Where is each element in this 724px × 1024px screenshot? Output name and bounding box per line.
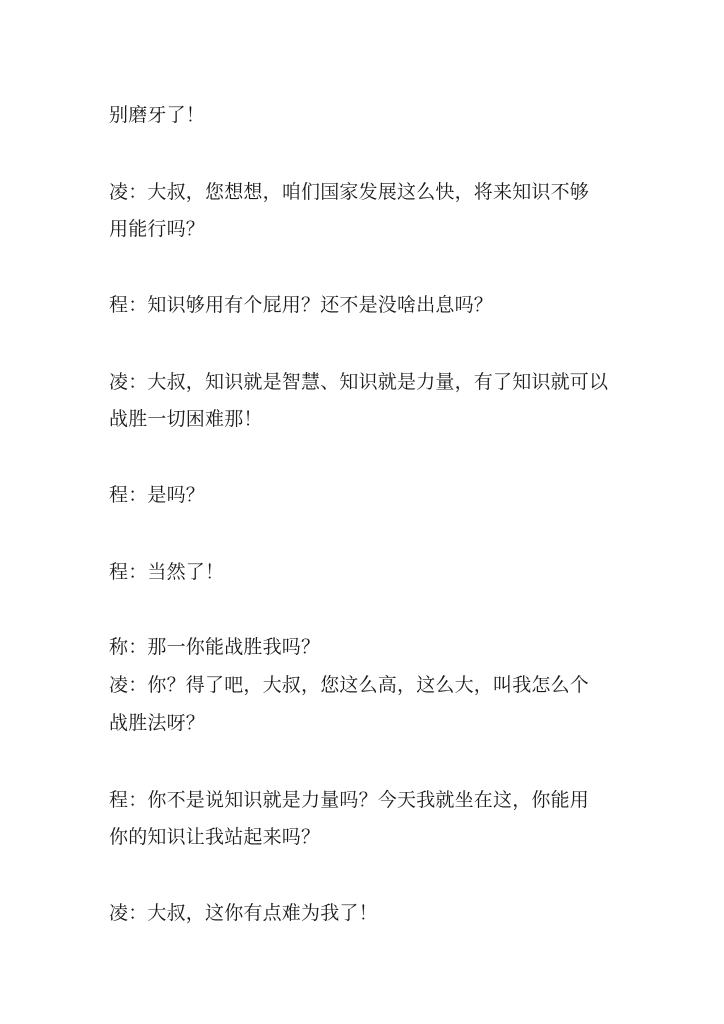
text-line: 用能行吗？ <box>109 218 206 240</box>
text-line: 程：是吗？ <box>109 484 206 506</box>
text-line: 程：当然了！ <box>109 561 225 583</box>
text-line: 你的知识让我站起来吗？ <box>109 826 321 848</box>
text-line: 别磨牙了！ <box>109 104 206 126</box>
text-line: 战胜法呀？ <box>109 712 206 734</box>
text-line: 凌：大叔，知识就是智慧、知识就是力量，有了知识就可以 <box>109 371 609 393</box>
text-line: 凌：大叔，您想想，咱们国家发展这么快，将来知识不够 <box>109 181 590 203</box>
text-line: 凌：大叔，这你有点难为我了！ <box>109 902 378 924</box>
text-line: 凌：你？得了吧，大叔，您这么高，这么大，叫我怎么个 <box>109 674 590 696</box>
text-line: 战胜一切困难那！ <box>109 408 263 430</box>
text-line: 程：知识够用有个屁用？还不是没啥出息吗？ <box>109 294 494 316</box>
text-line: 称：那一你能战胜我吗？ <box>109 636 321 658</box>
text-line: 程：你不是说知识就是力量吗？今天我就坐在这，你能用 <box>109 789 590 811</box>
